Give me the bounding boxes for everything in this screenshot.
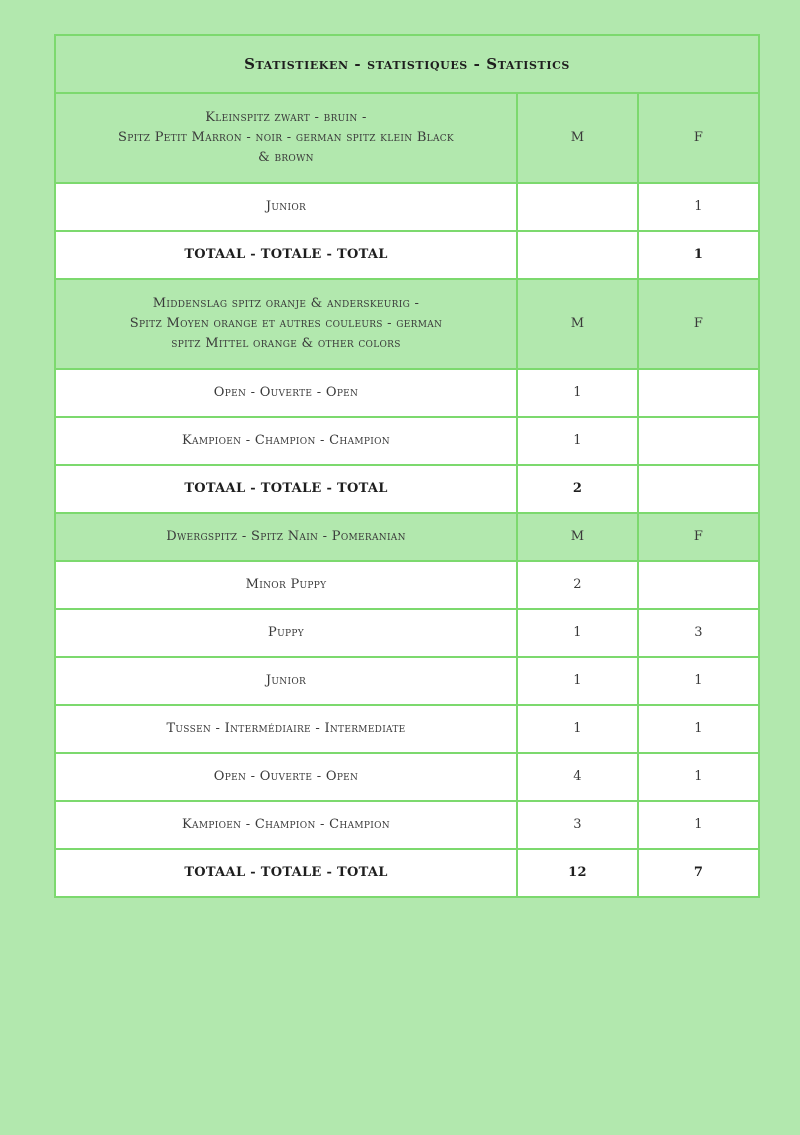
total-label: TOTAAL - TOTALE - TOTAL (55, 465, 517, 513)
breed-name: Dwergspitz - Spitz Nain - Pomeranian (55, 513, 517, 561)
table-row (55, 753, 759, 801)
male-count: 1 (517, 705, 638, 753)
page-title: Statistieken - statistiques - Statistics (55, 35, 759, 93)
female-count: 1 (638, 705, 759, 753)
table-row (55, 705, 759, 753)
class-label: Puppy (55, 609, 517, 657)
female-column-header: F (638, 513, 759, 561)
table-row (55, 657, 759, 705)
table-row (55, 183, 759, 231)
table-row (55, 369, 759, 417)
breed-name-line: spitz Mittel orange & other colors (171, 336, 401, 351)
breed-name-line: Spitz Moyen orange et autres couleurs - german (129, 316, 443, 331)
male-count: 1 (517, 369, 638, 417)
female-count (638, 417, 759, 465)
table-row (55, 417, 759, 465)
breed-header-row (55, 93, 759, 183)
total-row (55, 465, 759, 513)
class-label: Junior (55, 657, 517, 705)
total-row (55, 849, 759, 897)
total-label: TOTAAL - TOTALE - TOTAL (55, 231, 517, 279)
class-label: Minor Puppy (55, 561, 517, 609)
male-count (517, 183, 638, 231)
male-count: 1 (517, 657, 638, 705)
class-label: Kampioen - Champion - Champion (55, 417, 517, 465)
table-row (55, 609, 759, 657)
female-count (638, 561, 759, 609)
class-label: Kampioen - Champion - Champion (55, 801, 517, 849)
female-total: 1 (638, 231, 759, 279)
breed-name-line: & brown (258, 150, 314, 165)
breed-name-line: Middenslag spitz oranje & anderskeurig - (152, 296, 420, 311)
class-label: Open - Ouverte - Open (55, 369, 517, 417)
male-column-header: M (517, 279, 638, 369)
male-column-header: M (517, 93, 638, 183)
female-total: 7 (638, 849, 759, 897)
male-total: 2 (517, 465, 638, 513)
female-count: 1 (638, 753, 759, 801)
breed-name (55, 279, 517, 369)
class-label: Open - Ouverte - Open (55, 753, 517, 801)
male-count: 3 (517, 801, 638, 849)
title-row (55, 35, 759, 93)
male-count: 2 (517, 561, 638, 609)
breed-name (55, 93, 517, 183)
male-count: 4 (517, 753, 638, 801)
total-label: TOTAAL - TOTALE - TOTAL (55, 849, 517, 897)
female-column-header: F (638, 93, 759, 183)
class-label: Junior (55, 183, 517, 231)
female-count: 1 (638, 657, 759, 705)
female-count: 1 (638, 183, 759, 231)
female-total (638, 465, 759, 513)
female-count: 1 (638, 801, 759, 849)
male-count: 1 (517, 417, 638, 465)
statistics-table (54, 34, 760, 898)
male-column-header: M (517, 513, 638, 561)
breed-header-row (55, 279, 759, 369)
male-count: 1 (517, 609, 638, 657)
breed-name-line: Kleinspitz zwart - bruin - (205, 110, 367, 125)
table-row (55, 561, 759, 609)
total-row (55, 231, 759, 279)
male-total: 12 (517, 849, 638, 897)
female-count: 3 (638, 609, 759, 657)
male-total (517, 231, 638, 279)
female-column-header: F (638, 279, 759, 369)
breed-name-line: Spitz Petit Marron - noir - german spitz klein Black (118, 130, 454, 145)
table-row (55, 801, 759, 849)
class-label: Tussen - Intermédiaire - Intermediate (55, 705, 517, 753)
female-count (638, 369, 759, 417)
breed-header-row (55, 513, 759, 561)
